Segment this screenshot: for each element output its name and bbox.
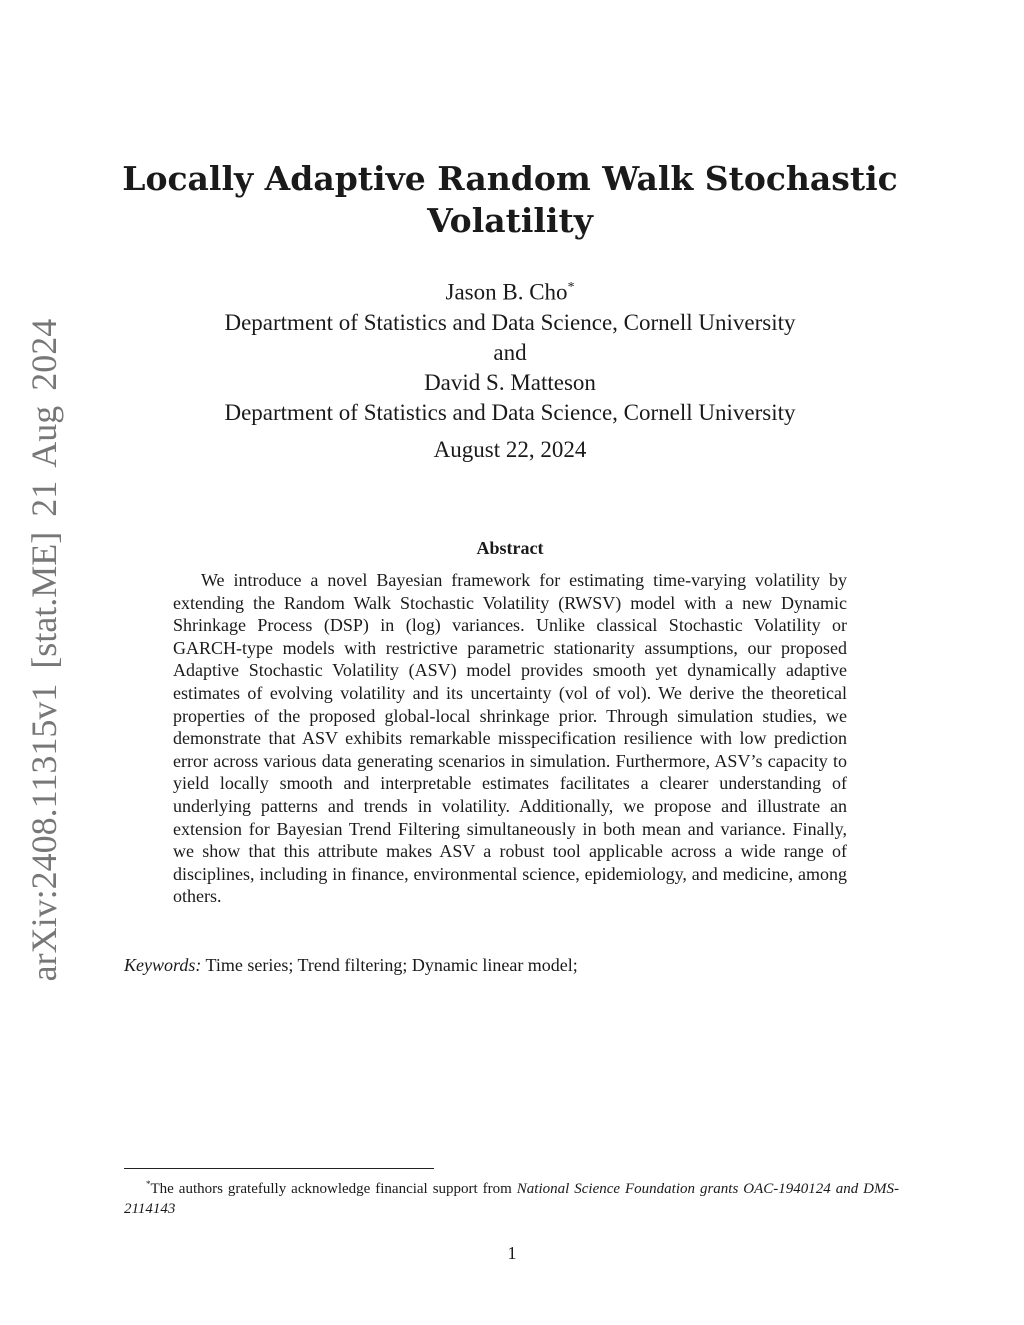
keywords-text: Time series; Trend filtering; Dynamic linear model;	[205, 955, 578, 975]
footnote-text: The authors gratefully acknowledge financial support from	[150, 1181, 517, 1197]
footnote-mark: *	[146, 1179, 151, 1189]
affiliation-1: Department of Statistics and Data Science, Cornell University	[224, 309, 796, 335]
author-block	[120, 272, 900, 428]
page-number: 1	[507, 1243, 517, 1263]
footnote-grants: National Science Foundation grants OAC-1940124 and DMS-2114143	[124, 1181, 900, 1217]
abstract-body: We introduce a novel Bayesian framework for estimating time-varying volatility by extending the Random Walk Stochastic Volatility (RWSV) model with a new Dynamic Shrinkage Process (DSP) in (log) variances. Unlike classical Stochastic Volatility or GARCH-type models with restrictive parametric stationarity assumptions, our proposed Adaptive Stochastic Volatility (ASV) model provides smooth yet dynamically adaptive estimates of evolving volatility and its uncertainty (vol of vol). We derive the theoretical properties of the proposed global-local shrinkage prior. Through simulation studies, we demonstrate that ASV exhibits remarkable misspecification resilience with low prediction error across various data generating scenarios in simulation. Furthermore, ASV’s capacity to yield locally smooth and interpretable estimates facilitates a clearer understanding of underlying patterns and trends in volatility. Additionally, we propose and illustrate an extension for Bayesian Trend Filtering simultaneously in both mean and variance. Finally, we show that this attribute makes ASV a robust tool applicable across a wide range of disciplines, including in finance, environmental science, epidemiology, and medicine, among others.	[173, 570, 847, 907]
keywords-label: Keywords:	[124, 955, 202, 975]
author-2: David S. Matteson	[424, 369, 596, 395]
affiliation-2: Department of Statistics and Data Science, Cornell University	[224, 399, 796, 425]
abstract-heading: Abstract	[476, 538, 544, 558]
footnote	[124, 1174, 899, 1219]
paper-title: Locally Adaptive Random Walk Stochastic Volatility	[122, 159, 898, 240]
keywords	[124, 955, 904, 976]
arxiv-identifier: arXiv:2408.11315v1 [stat.ME] 21 Aug 2024	[24, 318, 64, 982]
author-1-name: Jason B. Cho	[445, 279, 568, 305]
author-1-footnote-mark: *	[567, 279, 575, 294]
author-1	[120, 272, 900, 308]
footnote-divider	[124, 1168, 434, 1169]
paper-date: August 22, 2024	[433, 437, 587, 462]
author-conjunction: and	[493, 339, 527, 365]
